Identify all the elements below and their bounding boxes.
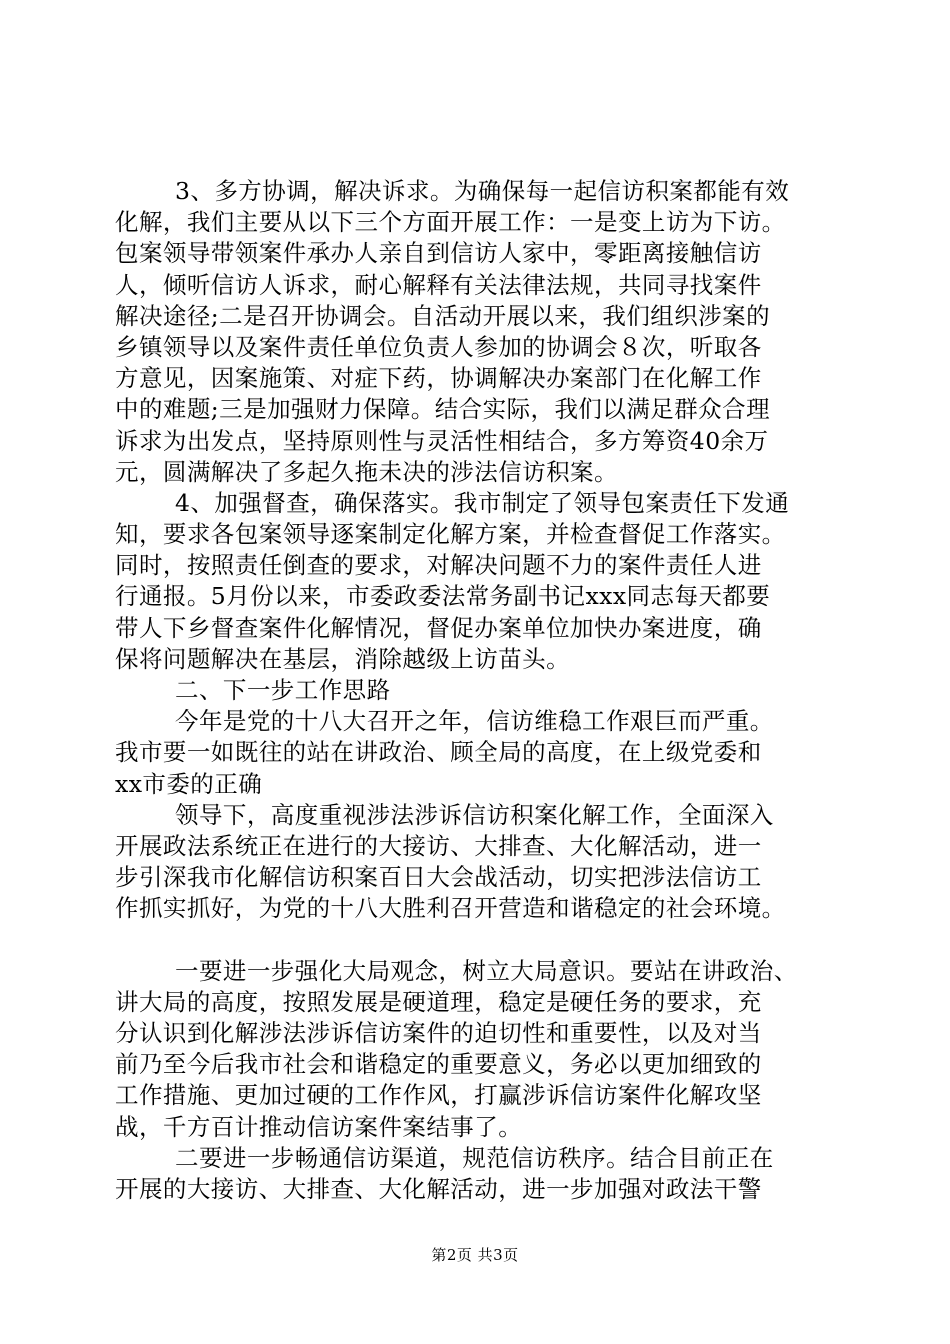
paragraph-line: 步引深我市化解信访积案百日大会战活动，切实把涉法信访工 [115,863,762,892]
page-number-footer: 第2页 共3页 [431,1246,519,1264]
paragraph-line: 分认识到化解涉法涉诉信访案件的迫切性和重要性，以及对当 [115,1019,762,1048]
paragraph-line: 二要进一步畅通信访渠道，规范信访秩序。结合目前正在 [175,1143,774,1172]
paragraph-line: 行通报。5月份以来，市委政委法常务副书记xxx同志每天都要 [115,582,771,611]
paragraph-line: 前乃至今后我市社会和谐稳定的重要意义，务必以更加细致的 [115,1050,762,1079]
paragraph-line: 今年是党的十八大召开之年，信访维稳工作艰巨而严重。 [175,707,774,736]
document-body [115,176,843,1205]
paragraph-line: 3、多方协调，解决诉求。为确保每一起信访积案都能有效 [175,177,790,205]
paragraph-line: 保将问题解决在基层，消除越级上访苗头。 [115,644,571,673]
paragraph-line: 工作措施、更加过硬的工作作风，打赢涉诉信访案件化解攻坚 [115,1081,762,1110]
paragraph-line: xx市委的正确 [115,769,263,798]
paragraph-line: 领导下，高度重视涉法涉诉信访积案化解工作，全面深入 [175,800,774,829]
blank-line [115,925,843,956]
paragraph-line: 包案领导带领案件承办人亲自到信访人家中，零距离接触信访 [115,239,762,268]
paragraph-line: 4、加强督查，确保落实。我市制定了领导包案责任下发通 [175,488,790,517]
paragraph-line: 诉求为出发点，坚持原则性与灵活性相结合，多方筹资40余万 [115,426,769,455]
paragraph-line: 一要进一步强化大局观念，树立大局意识。要站在讲政治、 [175,956,798,985]
paragraph-line: 开展政法系统正在进行的大接访、大排查、大化解活动，进一 [115,831,762,860]
paragraph-line: 知，要求各包案领导逐案制定化解方案，并检查督促工作落实。 [115,520,786,549]
paragraph-line: 乡镇领导以及案件责任单位负责人参加的协调会８次，听取各 [115,332,762,361]
section-heading: 二、下一步工作思路 [175,676,391,704]
paragraph-line: 元，圆满解决了多起久拖未决的涉法信访积案。 [115,457,618,486]
paragraph-line: 开展的大接访、大排查、大化解活动，进一步加强对政法干警 [115,1175,762,1203]
paragraph-line: 解决途径;二是召开协调会。自活动开展以来，我们组织涉案的 [115,301,771,330]
paragraph-line: 方意见，因案施策、对症下药，协调解决办案部门在化解工作 [115,364,762,393]
paragraph-line: 我市要一如既往的站在讲政治、顾全局的高度，在上级党委和 [115,738,762,767]
paragraph-line: 人，倾听信访人诉求，耐心解释有关法律法规，共同寻找案件 [115,270,762,299]
paragraph-line: 同时，按照责任倒查的要求，对解决问题不力的案件责任人进 [115,551,762,580]
paragraph-line: 中的难题;三是加强财力保障。结合实际，我们以满足群众合理 [115,395,771,424]
paragraph-line: 化解，我们主要从以下三个方面开展工作：一是变上访为下访。 [115,208,786,237]
paragraph-line: 战，千方百计推动信访案件案结事了。 [115,1112,523,1141]
paragraph-line: 作抓实抓好，为党的十八大胜利召开营造和谐稳定的社会环境。 [115,894,786,923]
paragraph-line: 讲大局的高度，按照发展是硬道理，稳定是硬任务的要求，充 [115,987,762,1016]
paragraph-line: 带人下乡督查案件化解情况，督促办案单位加快办案进度，确 [115,613,762,642]
